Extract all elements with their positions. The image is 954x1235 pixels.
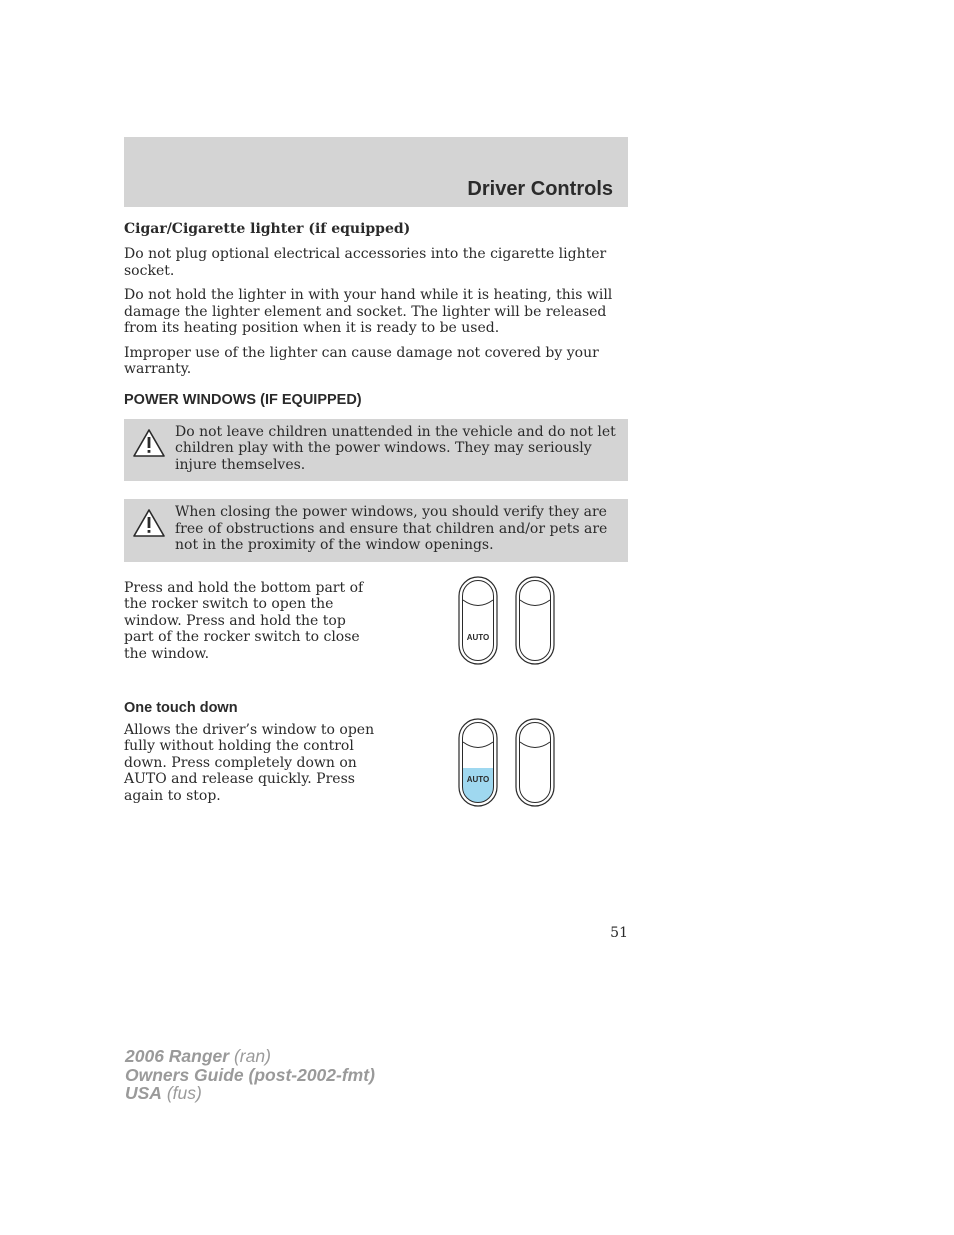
warning-box: [124, 499, 628, 562]
one-touch-row: [124, 722, 628, 842]
section-title: Driver Controls: [467, 178, 613, 200]
one-touch-heading: One touch down: [124, 699, 238, 716]
lighter-paragraph: Do not plug optional electrical accessories into the cigarette lighter socket.: [124, 246, 607, 279]
page-number: 51: [610, 925, 628, 941]
page-content: [124, 221, 628, 842]
rocker-switch-text: Press and hold the bottom part of the rocker switch to open the window. Press and hold the top part of the rocker switch to close the window.: [124, 579, 364, 662]
footer-market: USA: [125, 1083, 162, 1103]
document-footer: [125, 1047, 375, 1103]
rocker-switch-auto-icon: [458, 718, 558, 810]
warning-text: When closing the power windows, you should verify they are free of obstructions and ensure that children and/or pets are not in the proximity of the window openings.: [175, 504, 608, 553]
footer-line-3: [125, 1084, 375, 1103]
footer-model: 2006 Ranger: [125, 1046, 230, 1066]
rocker-switch-row: [124, 580, 628, 700]
warning-box: [124, 419, 628, 482]
footer-line-1: [125, 1047, 375, 1066]
footer-guide: Owners Guide (post-2002-fmt): [125, 1064, 375, 1085]
power-windows-heading: POWER WINDOWS (IF EQUIPPED): [124, 391, 362, 408]
auto-label: AUTO: [466, 632, 490, 642]
warning-triangle-icon: [132, 508, 166, 538]
auto-label: AUTO: [466, 774, 490, 784]
one-touch-text: Allows the driver’s window to open fully without holding the control down. Press completely down on AUTO and release quickly. Press again to stop.: [124, 721, 375, 804]
rocker-switch-icon: [458, 576, 558, 668]
warning-text: Do not leave children unattended in the vehicle and do not let children play with the power windows. They may seriously injure themselves.: [175, 423, 616, 473]
lighter-paragraph: Improper use of the lighter can cause damage not covered by your warranty.: [124, 344, 599, 377]
lighter-heading: Cigar/Cigarette lighter (if equipped): [124, 221, 411, 237]
section-header-band: [124, 137, 628, 207]
lighter-paragraph: Do not hold the lighter in with your hand while it is heating, this will damage the lighter element and socket. The lighter will be released from its heating position when it is ready to be used.: [124, 287, 613, 336]
footer-market-code: (fus): [166, 1083, 202, 1103]
warning-triangle-icon: [132, 428, 166, 458]
footer-line-2: [125, 1066, 375, 1085]
footer-model-code: (ran): [233, 1046, 271, 1066]
